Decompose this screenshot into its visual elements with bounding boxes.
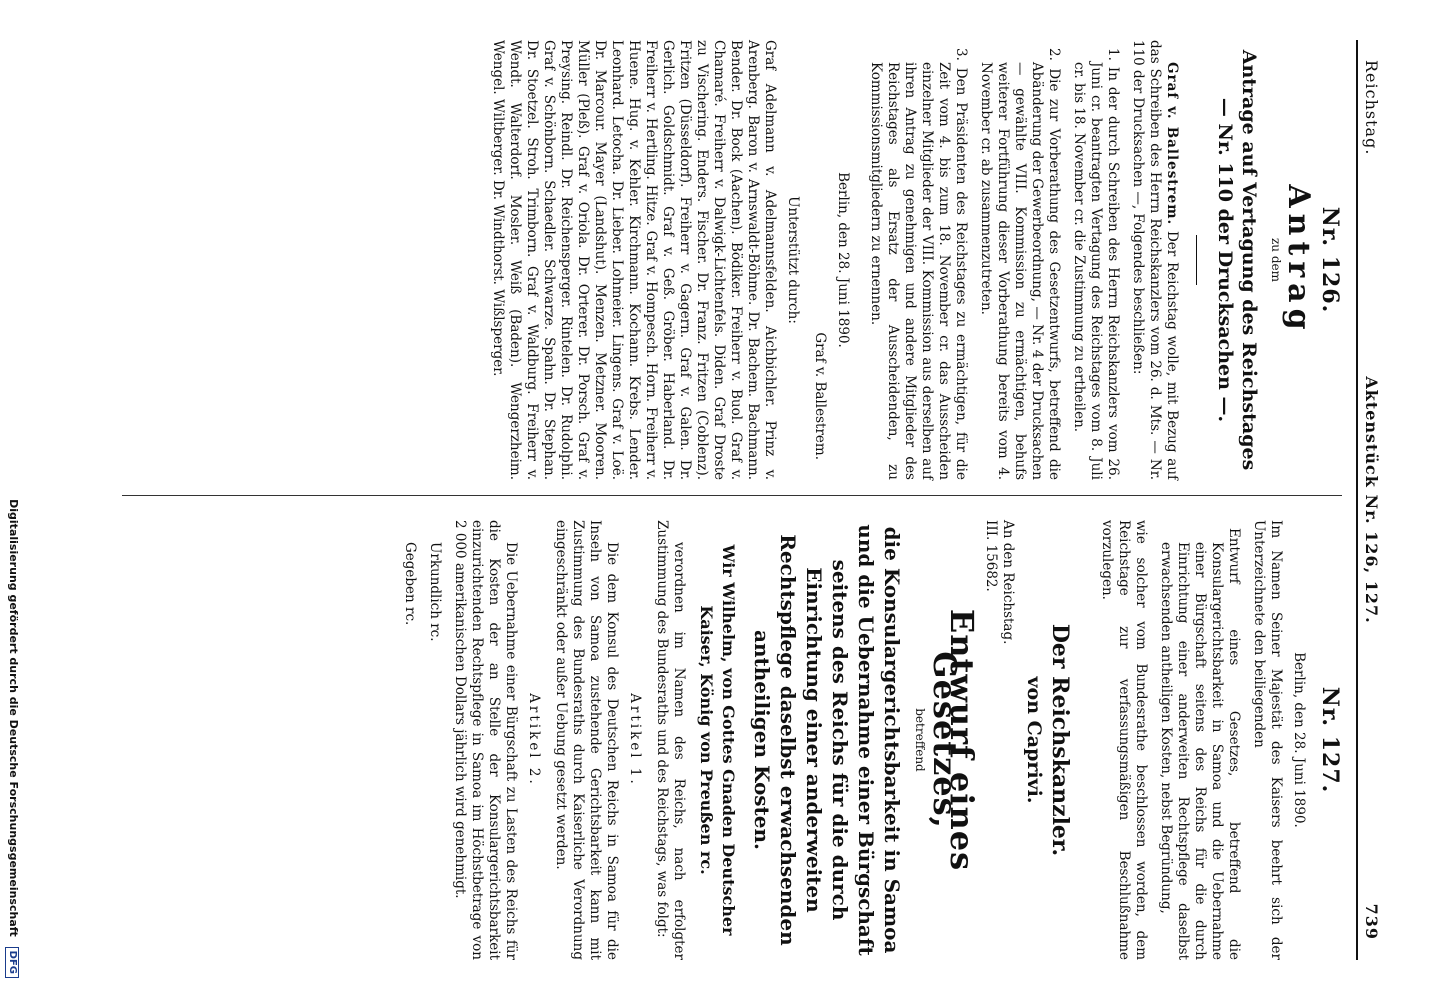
addressee: An den Reichstag. bbox=[1000, 520, 1016, 645]
urkundlich-text: Urkundlich rc. bbox=[427, 542, 443, 642]
antrag-signer: Graf v. Ballestrem. bbox=[812, 332, 828, 460]
antrag-heading: Antrag bbox=[1281, 184, 1316, 336]
verordnen-text: verordnen im Namen des Reichs, nach erfolgter Zustimmung des Bundesraths und des Reichstags, was folgt: bbox=[654, 520, 687, 960]
header-center: Aktenstück Nr. 126, 127. bbox=[1362, 376, 1381, 624]
letter-date: Berlin, den 28. Juni 1890. bbox=[1291, 652, 1307, 828]
header-left: Reichstag. bbox=[1362, 60, 1381, 156]
page-header bbox=[1356, 40, 1392, 960]
enactment-formula: Wir Wilhelm, von Gottes Gnaden Deutscher Kaiser, König von Preußen rc. bbox=[697, 544, 738, 936]
artikel-1-heading: Artikel 1. bbox=[627, 693, 643, 787]
reference-number: III. 15682. bbox=[983, 520, 999, 592]
mover-name: Graf v. Ballestrem. bbox=[1164, 62, 1180, 226]
document-number: Nr. 126. bbox=[1317, 206, 1343, 314]
letter-item: Entwurf eines Gesetzes, betreffend die Konsulargerichtsbarkeit in Samoa und die Uebernahme einer Bürgschaft seitens des Reichs für die durch Einrichtung einer anderweiten Rechtspflege daselbst erwachsenden antheiligen Kosten, nebst Begründung, bbox=[1158, 528, 1242, 960]
credit-text bbox=[4, 18, 20, 978]
artikel-2-text: Die Uebernahme einer Bürgschaft zu Lasten des Reichs für die Kosten der an Stelle der Konsulargerichtsbarkeit einzurichtenden Rechtspflege in Samoa im Höchstbetrage von 2 000 amerikanischen Dollars jährlich wird genehmigt. bbox=[452, 520, 519, 960]
signature-name: von Caprivi. bbox=[1023, 676, 1045, 804]
document-viewport bbox=[22, 0, 1432, 1000]
column-nr-126 bbox=[481, 40, 1342, 480]
letter-intro: Im Namen Seiner Majestät des Kaisers beehrt sich der Unterzeichnete den beiliegenden bbox=[1251, 520, 1284, 960]
betreffend-label: betreffend bbox=[913, 708, 927, 772]
supported-label: Unterstützt durch: bbox=[785, 196, 801, 324]
column-divider bbox=[122, 495, 1342, 496]
entwurf-heading: Entwurf eines Gesetzes, bbox=[926, 608, 981, 872]
document-page bbox=[22, 0, 1432, 1000]
signature-title: Der Reichskanzler. bbox=[1047, 623, 1073, 857]
divider-rule bbox=[1196, 235, 1197, 285]
zu-dem-label: zu dem bbox=[1269, 237, 1283, 283]
supporters-list: Graf Adelmann v. Adelmannsfelden. Aichbichler. Prinz v. Arenberg. Baron v. Arnswaldt-Böhme. Dr. Bachem. Bachmann. Bender. Dr. Bock (Aachen). Bödiker. Freiherr v. Buol. Graf v. Chamaré. Freiherr v. Dalwigk-Lichtenfels. Diden. Graf Droste zu Vischering. Enders. Fischer. Dr. Franz. Fritzen (Coblenz). Fritzen (Düsseldorf). Freiherr v. Gagern. Graf v. Galen. Dr. Gerlich. Goldschmidt. Graf v. Geß. Gröber. Haberland. Dr. Freiherr v. Hertling. Hitze. Graf v. Hompesch. Horn. Freiherr v. Huene. Hug. v. Kehler. Kirchmann. Kochann. Krebs. Lender. Leonhard. Letocha. Dr. Lieber. Lohmeier. Lingens. Graf v. Loë. Dr. Marcour. Mayer (Landshut). Menzen. Metzner. Mooren. Müller (Pleß). Graf v. Oriola. Dr. Orterer. Dr. Porsch. Graf v. Preysing. Reindl. Dr. Reichensperger. Rintelen. Dr. Rudolphi. Graf v. Schönborn. Schaedler. Schwarze. Spahn. Dr. Stephan. Dr. Stoetzel. Stroh. Trimborn. Graf v. Waldburg. Freiherr v. Wendt. Walterdorf. Mosler. Weiß (Baden). Wengerzheim. Wengel. Wiltberger. Dr. Windthorst. Wißlsperger. bbox=[490, 40, 778, 480]
antrag-intro bbox=[1129, 40, 1180, 480]
page-number: 739 bbox=[1362, 903, 1381, 940]
antrag-date: Berlin, den 28. Juni 1890. bbox=[835, 172, 851, 348]
credit-label: Digitalisierung gefördert durch die Deutsche Forschungsgemeinschaft bbox=[7, 499, 20, 937]
antrag-subtitle: Antrage auf Vertagung des Reichstages — Nr. 110 der Drucksachen —. bbox=[1214, 49, 1260, 471]
column-nr-127 bbox=[393, 520, 1342, 960]
letter-continuation: wie solcher vom Bundesrathe beschlossen worden, dem Reichstage zur verfassungsmäßigen Beschlußnahme vorzulegen. bbox=[1099, 520, 1149, 960]
dfg-logo: DFG bbox=[5, 947, 19, 978]
digitization-credit bbox=[0, 0, 24, 1000]
antrag-item-3: 3. Den Präsidenten des Reichstages zu ermächtigen, für die Zeit vom 4. bis zum 18. November cr. das Ausscheiden einzelner Mitglieder der VIII. Kommission aus derselben auf ihren Antrag zu genehmigen und andere Mitglieder des Reichstages als Ersatz der Ausscheidenden, zu Kommissionsmitgliedern zu ernennen. bbox=[868, 48, 969, 480]
antrag-intro-text: Der Reichstag wolle, mit Bezug auf das Schreiben des Herrn Reichskanzlers vom 26. d. Mts. — Nr. 110 der Drucksachen —, Folgendes beschließen: bbox=[1130, 40, 1180, 481]
document-number: Nr. 127. bbox=[1317, 686, 1343, 794]
antrag-item-1: 1. In der durch Schreiben des Herrn Reichskanzlers vom 26. Juni cr. beantragten Vertagung des Reichstages vom 8. Juli cr. bis 18. November cr. die Zustimmung zu ertheilen. bbox=[1071, 48, 1121, 480]
law-title: die Konsulargerichtsbarkeit in Samoa und die Uebernahme einer Bürgschaft seitens des Reichs für die durch Einrichtung einer anderweiten Rechtspflege daselbst erwachsenden antheiligen Kosten. bbox=[750, 524, 904, 956]
artikel-1-text: Die dem Konsul des Deutschen Reichs in Samoa für die Inseln von Samoa zustehende Gerichtsbarkeit kann mit Zustimmung des Bundesraths durch Kaiserliche Verordnung eingeschränkt oder außer Uebung gesetzt werden. bbox=[553, 520, 620, 960]
gegeben-text: Gegeben rc. bbox=[402, 542, 418, 626]
antrag-item-2: 2. Die zur Vorberathung des Gesetzentwurfs, betreffend die Abänderung der Gewerbeordnung, — Nr. 4 der Drucksachen — gewählte VIII. Kommission zu ermächtigen, behufs weiterer Fortführung dieser Vorberathung bereits vom 4. November cr. ab zusammenzutreten. bbox=[978, 48, 1062, 480]
artikel-2-heading: Artikel 2. bbox=[526, 693, 542, 787]
